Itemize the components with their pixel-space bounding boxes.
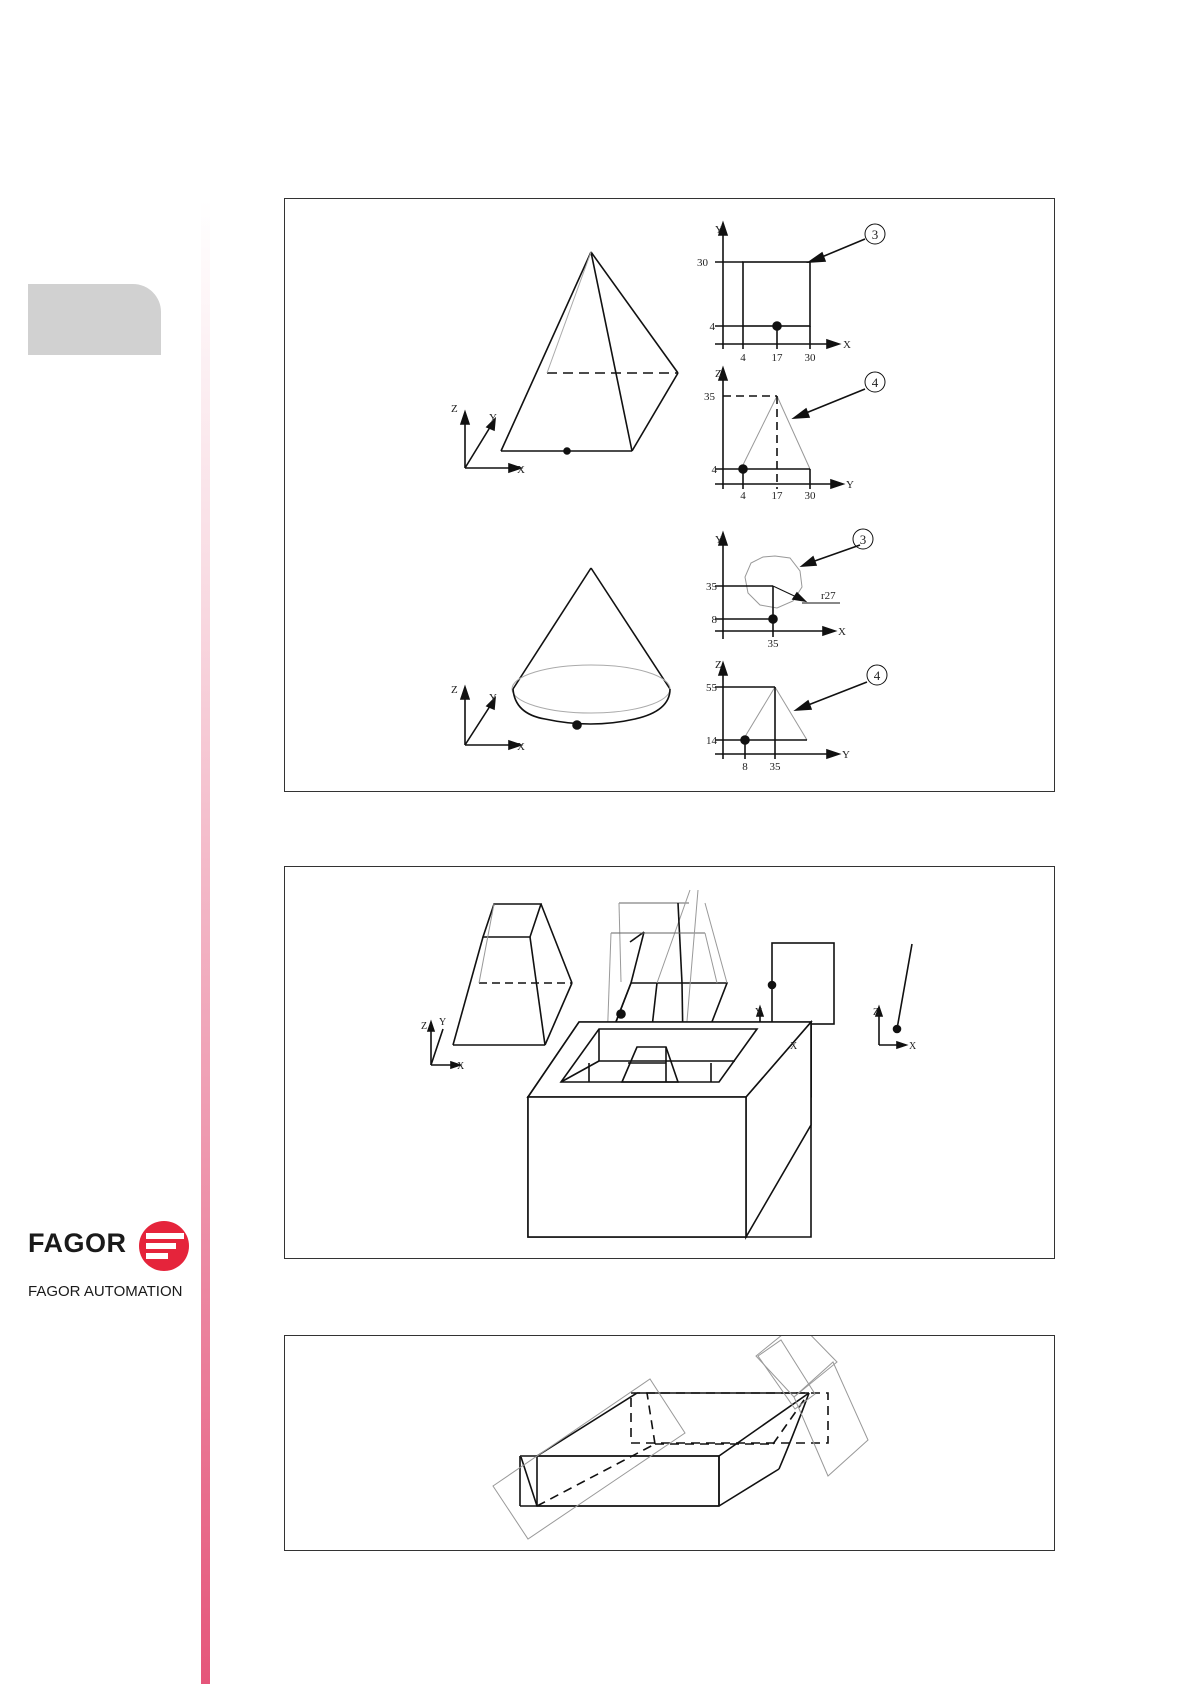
pyramid-drawing (501, 252, 678, 454)
cone-side-z-label: Z (715, 659, 722, 671)
cone-top-ytick-8: 8 (711, 614, 717, 626)
frustum-z-label: Z (421, 1021, 428, 1032)
pyramid-z-label: Z (451, 403, 458, 415)
pyramid-top-view (715, 223, 885, 349)
top-view-xtick-30: 30 (804, 352, 816, 364)
tilted-block-drawing (520, 1393, 828, 1506)
figure-frustum-pocket (284, 866, 1055, 1259)
figure-3-drawing (285, 1336, 1054, 1550)
side-view-z-label: Z (715, 368, 722, 380)
pyramid-side-view (715, 368, 885, 489)
frustum-drawing (453, 904, 572, 1045)
pyramid-x-label: X (517, 464, 525, 476)
cone-side-ztick-55: 55 (706, 682, 717, 694)
top-view-ytick-4: 4 (709, 321, 715, 333)
side-view-ztick-4: 4 (711, 464, 717, 476)
cone-x-label: X (517, 741, 525, 753)
line-view-x-label: X (909, 1041, 917, 1052)
cone-side-ytick-35: 35 (769, 761, 781, 773)
figure-tilted-tool-path (284, 1335, 1055, 1551)
side-view-y-label: Y (846, 479, 854, 491)
pyramid-y-label: Y (489, 412, 497, 424)
cone-radius-label: r27 (821, 590, 836, 602)
top-view-y-label: Y (715, 224, 723, 236)
side-view-ytick-17: 17 (771, 490, 783, 502)
top-view-callout: 3 (871, 227, 879, 242)
cone-side-ztick-14: 14 (706, 735, 717, 747)
top-view-x-label: X (843, 339, 851, 351)
cone-side-callout: 4 (873, 668, 881, 683)
fagor-logo (28, 1220, 198, 1300)
line-view-drawing (876, 944, 912, 1048)
fagor-emblem-icon (138, 1220, 190, 1272)
figure-pyramid-cone (284, 198, 1055, 792)
logo-wordmark: FAGOR (28, 1228, 127, 1258)
rect-view-x-label: X (790, 1041, 798, 1052)
top-view-ytick-30: 30 (697, 257, 708, 269)
rect-view-y-label: Y (755, 1007, 763, 1018)
cone-top-view (715, 529, 873, 639)
frustum-y-label: Y (439, 1017, 447, 1028)
line-view-z-label: Z (873, 1007, 880, 1018)
side-view-ytick-4: 4 (740, 490, 746, 502)
cone-top-y-label: Y (715, 534, 723, 546)
top-view-xtick-17: 17 (771, 352, 783, 364)
logo-subtitle: FAGOR AUTOMATION (28, 1283, 183, 1300)
figure-1-drawing (285, 199, 1054, 791)
frustum-x-label: X (457, 1061, 465, 1072)
cone-side-y-label: Y (842, 749, 850, 761)
side-view-ytick-30: 30 (804, 490, 816, 502)
cone-top-callout: 3 (859, 532, 867, 547)
cone-side-ytick-8: 8 (742, 761, 748, 773)
top-view-xtick-4: 4 (740, 352, 746, 364)
side-accent-bar (201, 200, 210, 1684)
cone-drawing (512, 568, 670, 729)
cone-top-xtick-35: 35 (767, 638, 779, 650)
cone-z-label: Z (451, 684, 458, 696)
figure-2-drawing (285, 867, 1054, 1258)
pocket-block-drawing (528, 1022, 811, 1237)
side-view-callout: 4 (871, 375, 879, 390)
tool-orientation-outlines (493, 1336, 868, 1539)
chapter-tab (28, 284, 161, 355)
cone-side-view (715, 663, 887, 759)
cone-top-x-label: X (838, 626, 846, 638)
side-view-ztick-35: 35 (704, 391, 715, 403)
cone-top-ytick-35: 35 (706, 581, 717, 593)
cone-y-label: Y (489, 692, 497, 704)
